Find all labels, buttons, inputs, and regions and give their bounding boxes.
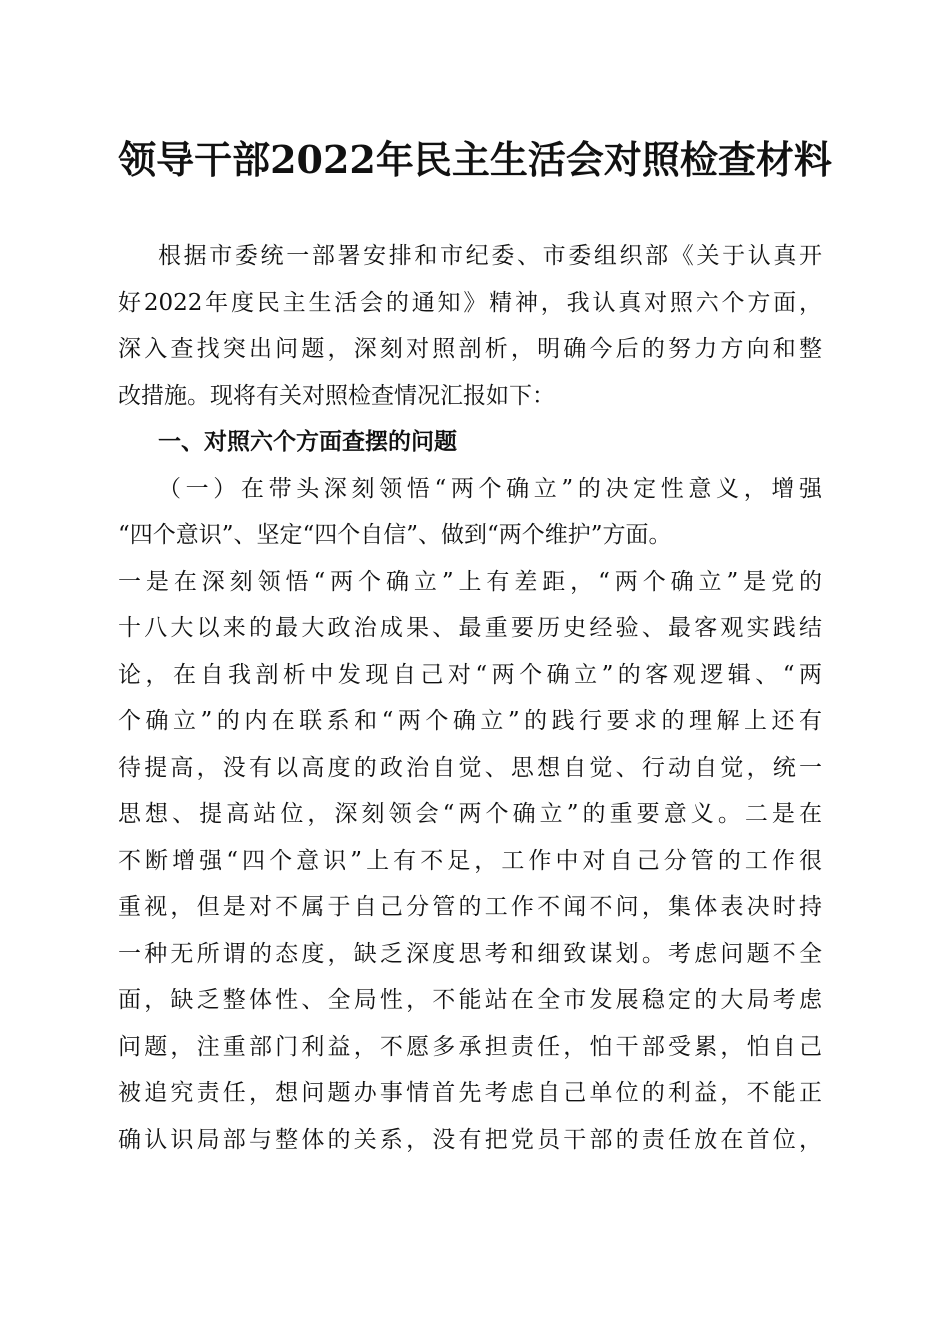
paragraph-line: 思想、提高站位，深刻领会“两个确立”的重要意义。二是在: [118, 801, 822, 827]
paragraph-line: 不断增强“四个意识”上有不足，工作中对自己分管的工作很: [118, 847, 822, 874]
subsection-line: “四个意识”、坚定“四个自信”、做到“两个维护”方面。: [118, 522, 672, 548]
paragraph-line: 根据市委统一部署安排和市纪委、市委组织部《关于认真开: [158, 243, 822, 269]
paragraph-line: 待提高，没有以高度的政治自觉、思想自觉、行动自觉，统一: [118, 754, 822, 781]
paragraph-line: 被追究责任，想问题办事情首先考虑自己单位的利益，不能正: [118, 1080, 822, 1106]
paragraph-line: 重视，但是对不属于自己分管的工作不闻不问，集体表决时持: [118, 894, 822, 920]
paragraph-line: 改措施。现将有关对照检查情况汇报如下：: [118, 382, 555, 409]
paragraph-line: 确认识局部与整体的关系，没有把党员干部的责任放在首位，: [118, 1126, 822, 1153]
paragraph-line: 个确立”的内在联系和“两个确立”的践行要求的理解上还有: [118, 708, 822, 734]
paragraph-line: 问题，注重部门利益，不愿多承担责任，怕干部受累，怕自己: [118, 1033, 822, 1060]
paragraph-line: 一种无所谓的态度，缺乏深度思考和细致谋划。考虑问题不全: [118, 940, 822, 967]
paragraph-line: 一是在深刻领悟“两个确立”上有差距，“两个确立”是党的: [118, 568, 822, 595]
document-body: [118, 233, 822, 1163]
paragraph-line: 好2022年度民主生活会的通知》精神，我认真对照六个方面，: [118, 289, 822, 316]
paragraph-line: 深入查找突出问题，深刻对照剖析，明确今后的努力方向和整: [118, 336, 822, 362]
document-title: 领导干部2022年民主生活会对照检查材料: [118, 137, 832, 182]
section-heading: 一、对照六个方面查摆的问题: [158, 429, 457, 455]
paragraph-line: 十八大以来的最大政治成果、最重要历史经验、最客观实践结: [118, 615, 822, 641]
paragraph-line: 论，在自我剖析中发现自己对“两个确立”的客观逻辑、“两: [118, 661, 822, 688]
subsection-line: （一）在带头深刻领悟“两个确立”的决定性意义，增强: [158, 475, 822, 502]
paragraph-line: 面，缺乏整体性、全局性，不能站在全市发展稳定的大局考虑: [118, 987, 822, 1013]
